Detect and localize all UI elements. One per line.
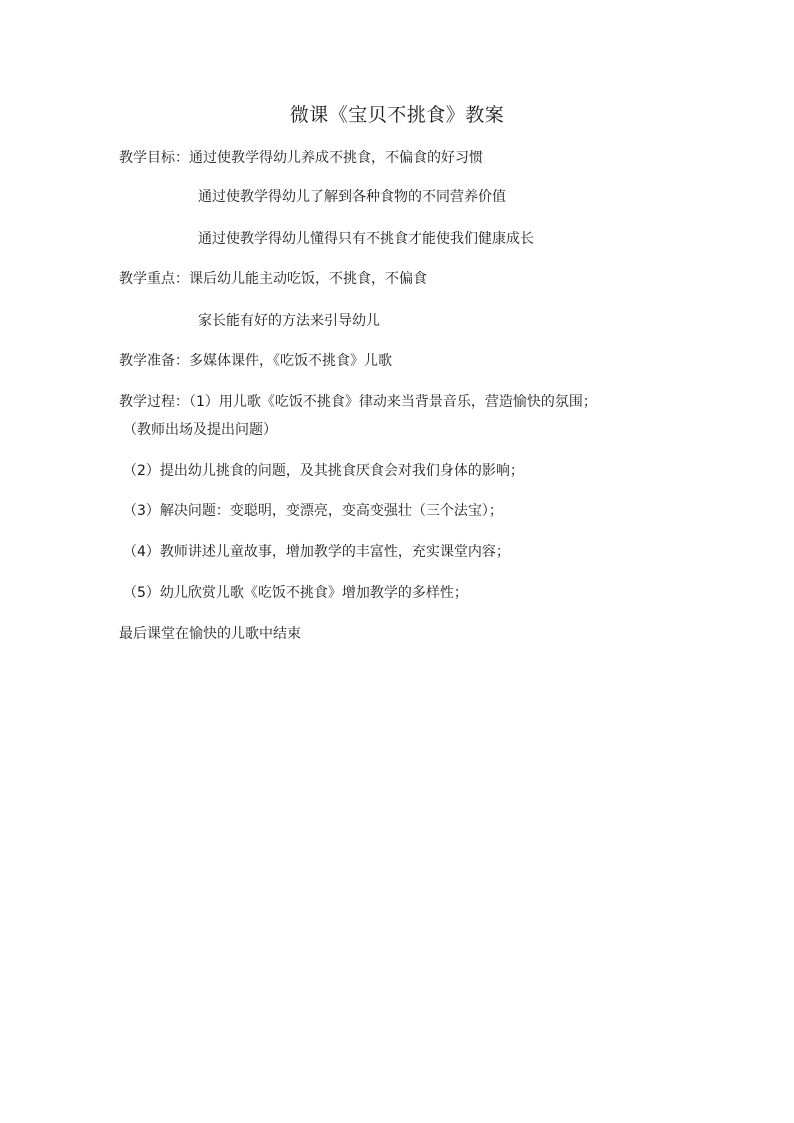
goal-item: 通过使教学得幼儿了解到各种食物的不同营养价值	[198, 189, 506, 205]
goal-item: 通过使教学得幼儿懂得只有不挑食才能使我们健康成长	[198, 231, 534, 247]
process-step: （5）幼儿欣赏儿歌《吃饭不挑食》增加教学的多样性；	[123, 585, 468, 601]
prep-line	[119, 351, 392, 371]
focus-line-1	[119, 269, 427, 289]
process-step: （1）用儿歌《吃饭不挑食》律动来当背景音乐，营造愉快的氛围；	[189, 394, 597, 410]
process-step-continued: （教师出场及提出问题）	[123, 422, 277, 438]
process-step: （4）教师讲述儿童故事，增加教学的丰富性，充实课堂内容；	[123, 544, 510, 560]
page-title: 微课《宝贝不挑食》教案	[289, 104, 505, 126]
closing-text: 最后课堂在愉快的儿歌中结束	[119, 626, 301, 642]
focus-item: 课后幼儿能主动吃饭，不挑食，不偏食	[189, 271, 427, 287]
focus-label: 教学重点：	[119, 271, 189, 287]
goal-item: 通过使教学得幼儿养成不挑食，不偏食的好习惯	[189, 150, 483, 166]
prep-label: 教学准备：	[119, 353, 189, 369]
process-step: （3）解决问题：变聪明，变漂亮，变高变强壮（三个法宝）；	[123, 503, 503, 519]
process-step: （2）提出幼儿挑食的问题，及其挑食厌食会对我们身体的影响；	[123, 463, 524, 479]
process-label: 教学过程：	[119, 394, 189, 410]
focus-item: 家长能有好的方法来引导幼儿	[198, 313, 380, 329]
prep-text: 多媒体课件，《吃饭不挑食》儿歌	[189, 353, 392, 369]
goals-label: 教学目标：	[119, 150, 189, 166]
goals-line-1	[119, 148, 483, 168]
process-line-1	[119, 392, 597, 412]
